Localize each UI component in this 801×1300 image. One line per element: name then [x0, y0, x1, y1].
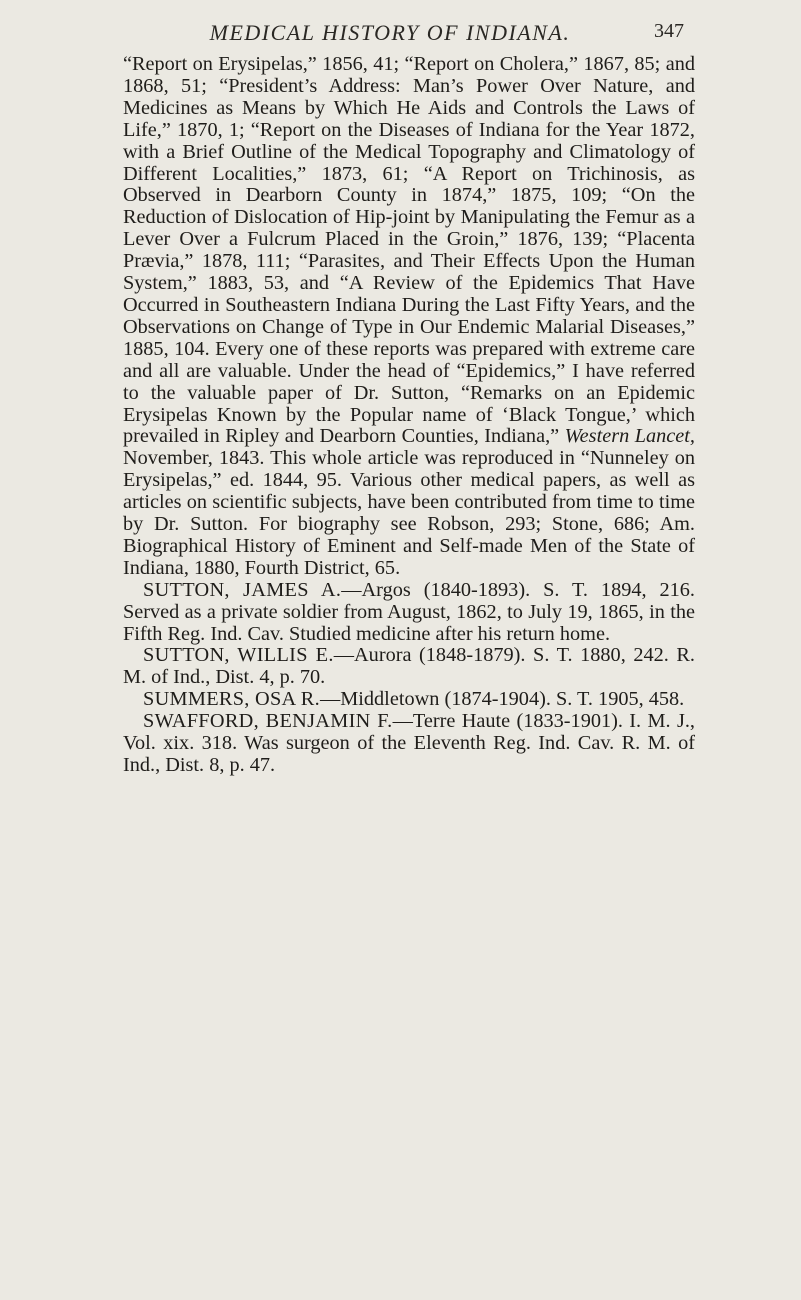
entry-details: —Argos (1840-1893). S. T. 1894, 216. Served as a private soldier from August, 1862, to July 19, 1865, in the Fifth Reg. Ind. Cav. Studied medicine after his return home.	[123, 578, 696, 645]
journal-title: Western Lancet,	[564, 425, 695, 448]
entry-details: —Middletown (1874-1904). S. T. 1905, 458.	[319, 688, 685, 711]
page-number: 347	[654, 20, 684, 42]
intro-text: “Report on Erysipelas,” 1856, 41; “Report on Cholera,” 1867, 85; and 1868, 51; “President’s Address: Man’s Power Over Nature, and Medicines as Means by Which He Aids and Controls the Laws of Life,” 1870, 1; “Report on the Diseases of Indiana for the Year 1872, with a Brief Outline of the Medical Topography and Climatology of Different Localities,” 1873, 61; “A Report on Trichinosis, as Observed in Dearborn County in 1874,” 1875, 109; “On the Reduction of Dislocation of Hip-joint by Manipulating the Femur as a Lever Over a Fulcrum Placed in the Groin,” 1876, 139; “Placenta Prævia,” 1878, 111; “Parasites, and Their Effects Upon the Human System,” 1883, 53, and “A Review of the Epidemics That Have Occurred in Southeastern Indiana During the Last Fifty Years, and the Observations on Change of Type in Our Endemic Malarial Diseases,” 1885, 104. Every one of these reports was prepared with extreme care and all are valuable. Under the head of “Epidemics,” I have referred to the valuable paper of Dr. Sutton, “Remarks on an Epidemic Erysipelas Known by the Popular name of ‘Black Tongue,’ which prevailed in Ripley and Dearborn Counties, Indiana,”	[123, 53, 695, 448]
running-title: MEDICAL HISTORY OF INDIANA.	[209, 20, 571, 45]
intro-paragraph	[123, 54, 695, 580]
entry-details: —Aurora (1848-1879). S. T. 1880, 242. R. M. of Ind., Dist. 4, p. 70.	[123, 644, 695, 689]
biography-entry-summers-osa	[123, 689, 695, 711]
running-head	[0, 20, 801, 50]
entry-name: SWAFFORD, BENJAMIN F.	[143, 710, 393, 733]
body-text	[123, 54, 695, 777]
entry-details: —Terre Haute (1833-1901). I. M. J., Vol. xix. 318. Was surgeon of the Eleventh Reg. Ind. Cav. R. M. of Ind., Dist. 8, p. 47.	[123, 710, 695, 776]
intro-tail: November, 1843. This whole article was reproduced in “Nunneley on Erysipelas,” ed. 1844, 95. Various other medical papers, as well as articles on scientific subjects, have been contributed from time to time by Dr. Sutton. For biography see Robson, 293; Stone, 686; Am. Biographical History of Eminent and Self-made Men of the State of Indiana, 1880, Fourth District, 65.	[123, 447, 695, 579]
biography-entry-sutton-james	[123, 580, 695, 646]
entry-name: SUTTON, WILLIS E.	[143, 644, 334, 667]
entry-name: SUMMERS, OSA R.	[143, 688, 320, 711]
entry-name: SUTTON, JAMES A.	[143, 578, 342, 601]
biography-entry-sutton-willis	[123, 645, 695, 689]
biography-entry-swafford-benjamin	[123, 711, 695, 777]
